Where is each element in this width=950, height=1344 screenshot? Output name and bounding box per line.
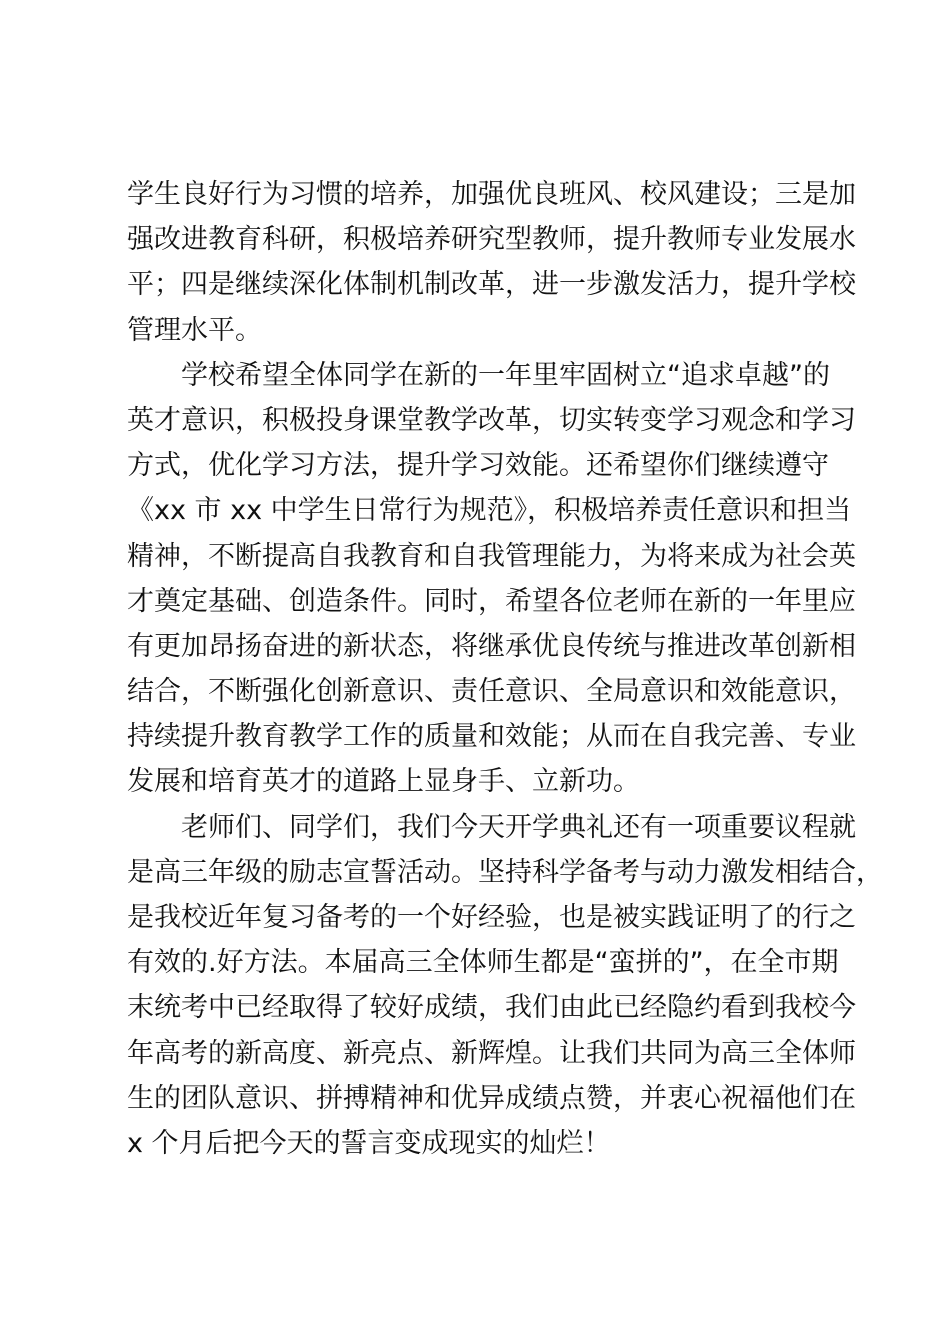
text-line: 结合，不断强化创新意识、责任意识、全局意识和效能意识， <box>127 676 856 708</box>
body-text <box>127 172 883 1166</box>
text-line: 末统考中已经取得了较好成绩，我们由此已经隐约看到我校今 <box>127 992 856 1024</box>
text-line: 强改进教育科研，积极培养研究型教师，提升教师专业发展水 <box>127 224 856 256</box>
paragraph-first-line: 老师们、同学们，我们今天开学典礼还有一项重要议程就 <box>181 811 856 843</box>
text-line: 发展和培育英才的道路上显身手、立新功。 <box>127 766 640 798</box>
text-line: x 个月后把今天的誓言变成现实的灿烂！ <box>127 1127 611 1159</box>
text-line: 持续提升教育教学工作的质量和效能；从而在自我完善、专业 <box>127 721 856 753</box>
text-line: 才奠定基础、创造条件。同时，希望各位老师在新的一年里应 <box>127 585 856 617</box>
text-line: 英才意识，积极投身课堂教学改革，切实转变学习观念和学习 <box>127 404 856 436</box>
text-line: 管理水平。 <box>127 314 262 346</box>
text-line: 精神，不断提高自我教育和自我管理能力，为将来成为社会英 <box>127 540 856 572</box>
text-line: 是我校近年复习备考的一个好经验，也是被实践证明了的行之 <box>127 902 856 933</box>
text-line: 有效的.好方法。本届高三全体师生都是“蛮拼的”，在全市期 <box>127 947 839 979</box>
text-line: 平；四是继续深化体制机制改革，进一步激发活力，提升学校 <box>127 269 856 301</box>
text-line: 生的团队意识、拼搏精神和优异成绩点赞，并衷心祝福他们在 <box>127 1082 856 1114</box>
paragraph-first-line: 学校希望全体同学在新的一年里牢固树立“追求卓越”的 <box>181 359 830 391</box>
text-line: 年高考的新高度、新亮点、新辉煌。让我们共同为高三全体师 <box>127 1037 856 1069</box>
text-line: 学生良好行为习惯的培养，加强优良班风、校风建设；三是加 <box>127 179 856 210</box>
text-line: 方式，优化学习方法，提升学习效能。还希望你们继续遵守 <box>127 450 829 482</box>
text-line: 是高三年级的励志宣誓活动。坚持科学备考与动力激发相结合， <box>127 856 883 888</box>
text-line: 《xx 市 xx 中学生日常行为规范》，积极培养责任意识和担当 <box>127 495 852 527</box>
text-line: 有更加昂扬奋进的新状态，将继承优良传统与推进改革创新相 <box>127 630 856 662</box>
